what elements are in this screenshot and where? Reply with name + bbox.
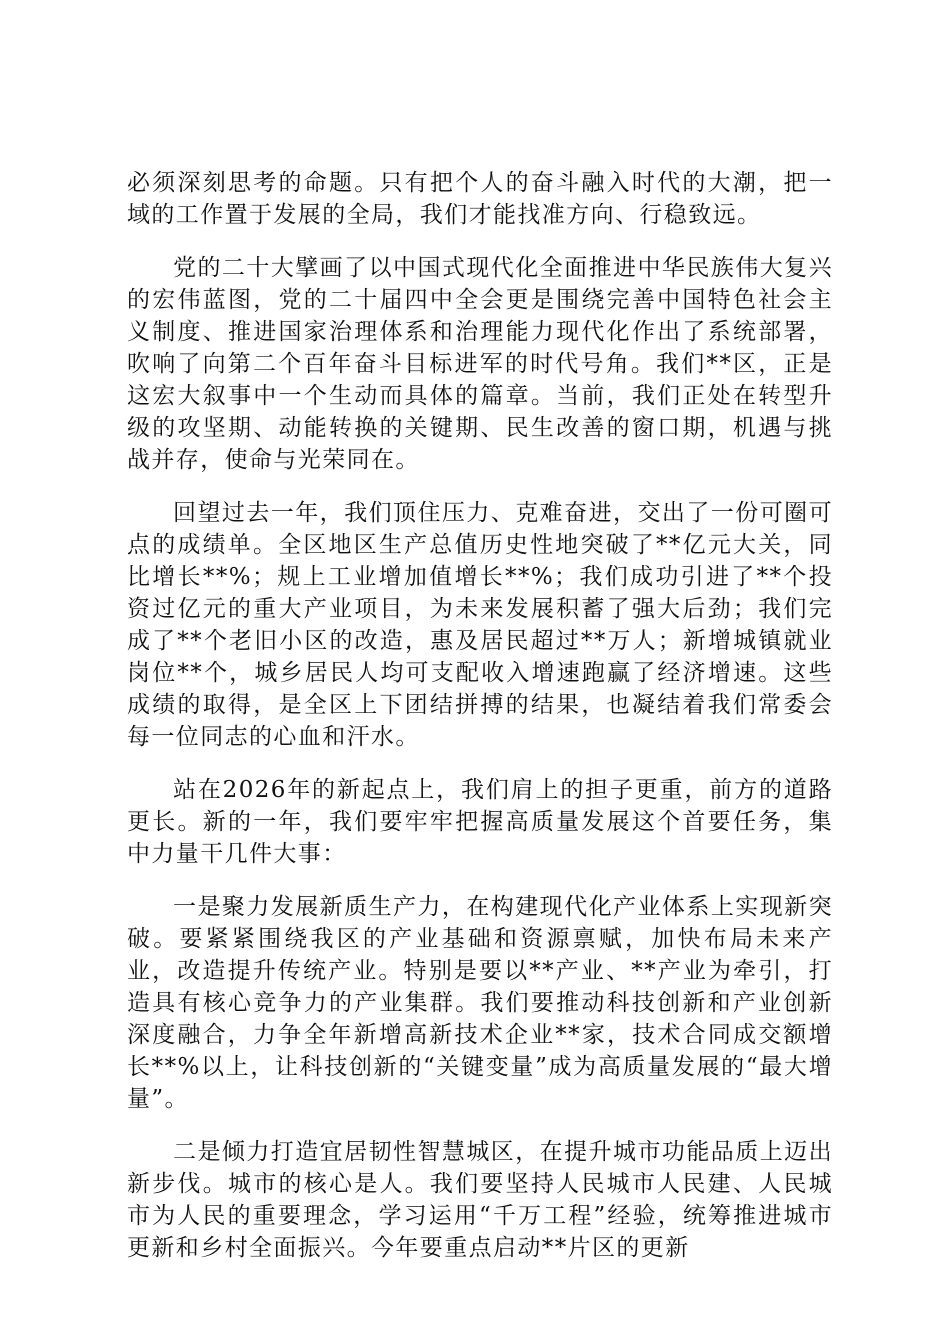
paragraph-task-two: 二是倾力打造宜居韧性智慧城区，在提升城市功能品质上迈出新步伐。城市的核心是人。我们要坚持人民城市人民建、人民城市为人民的重要理念，学习运用“千万工程”经验，统筹推进城市更新和乡村全面振兴。今年要重点启动**片区的更新 — [127, 1139, 833, 1261]
document-body — [127, 167, 833, 1285]
paragraph-task-one: 一是聚力发展新质生产力，在构建现代化产业体系上实现新突破。要紧紧围绕我区的产业基础和资源禀赋，加快布局未来产业，改造提升传统产业。特别是要以**产业、**产业为牵引，打造具有核心竞争力的产业集群。我们要推动科技创新和产业创新深度融合，力争全年新增高新技术企业**家，技术合同成交额增长**%以上，让科技创新的“关键变量”成为高质量发展的“最大增量”。 — [127, 894, 833, 1112]
paragraph-continued: 必须深刻思考的命题。只有把个人的奋斗融入时代的大潮，把一域的工作置于发展的全局，我们才能找准方向、行稳致远。 — [127, 170, 833, 228]
paragraph-new-year-outlook: 站在2026年的新起点上，我们肩上的担子更重，前方的道路更长。新的一年，我们要牢牢把握高质量发展这个首要任务，集中力量干几件大事： — [127, 777, 833, 867]
paragraph-last-year-review: 回望过去一年，我们顶住压力、克难奋进，交出了一份可圈可点的成绩单。全区地区生产总值历史性地突破了**亿元大关，同比增长**%；规上工业增加值增长**%；我们成功引进了**个投资过亿元的重大产业项目，为未来发展积蓄了强大后劲；我们完成了**个老旧小区的改造，惠及居民超过**万人；新增城镇就业岗位**个，城乡居民人均可支配收入增速跑赢了经济增速。这些成绩的取得，是全区上下团结拼搏的结果，也凝结着我们常委会每一位同志的心血和汗水。 — [127, 500, 833, 750]
paragraph-strategic-context: 党的二十大擘画了以中国式现代化全面推进中华民族伟大复兴的宏伟蓝图，党的二十届四中全会更是围绕完善中国特色社会主义制度、推进国家治理体系和治理能力现代化作出了系统部署，吹响了向第二个百年奋斗目标进军的时代号角。我们**区，正是这宏大叙事中一个生动而具体的篇章。当前，我们正处在转型升级的攻坚期、动能转换的关键期、民生改善的窗口期，机遇与挑战并存，使命与光荣同在。 — [127, 255, 833, 473]
